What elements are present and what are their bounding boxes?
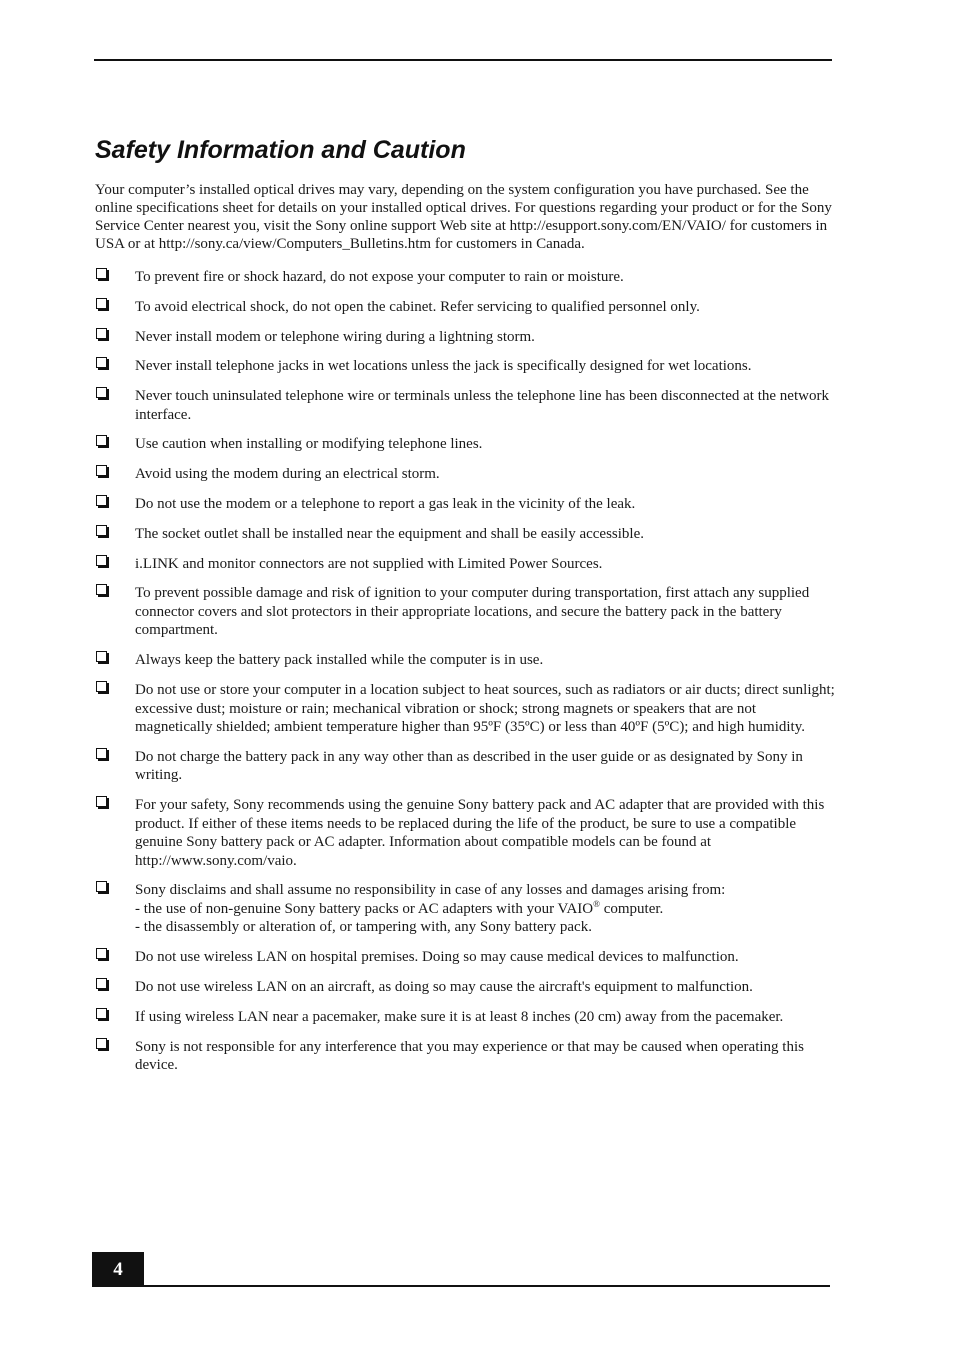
list-item-text: Never touch uninsulated telephone wire or terminals unless the telephone line has been disconnected at the network interface.	[135, 388, 829, 423]
list-item-text: The socket outlet shall be installed near the equipment and shall be easily accessible.	[135, 525, 644, 542]
page-title: Safety Information and Caution	[95, 136, 466, 164]
disclaimer-subline-2: - the disassembly or alteration of, or tampering with, any Sony battery pack.	[135, 919, 592, 936]
list-item	[95, 268, 835, 287]
list-item	[95, 435, 835, 454]
list-item	[95, 681, 835, 737]
checkbox-bullet-icon	[96, 328, 107, 339]
list-item-text: To prevent possible damage and risk of ignition to your computer during transportation, first attach any supplied connector covers and slot protectors in their appropriate locations, and secure the battery pack in the battery compartment.	[135, 585, 810, 639]
disclaimer-sub1-text: - the use of non-genuine Sony battery packs or AC adapters with your VAIO	[135, 900, 594, 917]
checkbox-bullet-icon	[96, 1008, 107, 1019]
list-item	[95, 584, 835, 640]
list-item-text: Do not use the modem or a telephone to report a gas leak in the vicinity of the leak.	[135, 496, 636, 513]
list-item	[95, 357, 835, 376]
list-item-text: i.LINK and monitor connectors are not supplied with Limited Power Sources.	[135, 555, 603, 572]
page-number: 4	[92, 1252, 144, 1287]
list-item-text: Never install telephone jacks in wet locations unless the jack is specifically designed for wet locations.	[135, 358, 752, 375]
list-item-text: To prevent fire or shock hazard, do not expose your computer to rain or moisture.	[135, 269, 624, 285]
checkbox-bullet-icon	[96, 387, 107, 398]
list-item-text: Use caution when installing or modifying telephone lines.	[135, 436, 483, 453]
list-item-text: Sony is not responsible for any interference that you may experience or that may be caused when operating this device.	[135, 1038, 804, 1074]
checkbox-bullet-icon	[96, 1038, 107, 1049]
checkbox-bullet-icon	[96, 748, 107, 759]
checkbox-bullet-icon	[96, 268, 107, 279]
checkbox-bullet-icon	[96, 435, 107, 446]
list-item	[95, 298, 835, 317]
list-item-text: Avoid using the modem during an electrical storm.	[135, 466, 440, 483]
disclaimer-sub1-after: computer.	[599, 900, 664, 917]
list-item	[95, 651, 835, 670]
list-item	[95, 525, 835, 544]
checkbox-bullet-icon	[96, 584, 107, 595]
checkbox-bullet-icon	[96, 881, 107, 892]
disclaimer-text: Sony disclaims and shall assume no responsibility in case of any losses and damages arising from:	[135, 882, 726, 899]
list-item	[95, 495, 835, 514]
list-item-text: If using wireless LAN near a pacemaker, make sure it is at least 8 inches (20 cm) away from the pacemaker.	[135, 1008, 784, 1025]
list-item-text: Do not use wireless LAN on hospital premises. Doing so may cause medical devices to malfunction.	[135, 949, 739, 966]
registered-mark: ®	[593, 898, 600, 909]
list-item	[95, 387, 835, 424]
checkbox-bullet-icon	[96, 681, 107, 692]
checkbox-bullet-icon	[96, 357, 107, 368]
list-item-text: Always keep the battery pack installed while the computer is in use.	[135, 652, 544, 669]
checkbox-bullet-icon	[96, 525, 107, 536]
checkbox-bullet-icon	[96, 796, 107, 807]
list-item-text: Do not use wireless LAN on an aircraft, as doing so may cause the aircraft's equipment to malfunction.	[135, 979, 753, 996]
header-rule	[94, 59, 832, 61]
checkbox-bullet-icon	[96, 298, 107, 309]
checkbox-bullet-icon	[96, 978, 107, 989]
list-item	[95, 796, 835, 870]
list-item	[95, 748, 835, 785]
checkbox-bullet-icon	[96, 495, 107, 506]
list-item	[95, 948, 835, 967]
checkbox-bullet-icon	[96, 651, 107, 662]
list-item	[95, 1038, 835, 1075]
list-item	[95, 328, 835, 347]
list-item	[95, 555, 835, 574]
checkbox-bullet-icon	[96, 465, 107, 476]
list-item-text: Do not use or store your computer in a location subject to heat sources, such as radiators or air ducts; direct sunlight; excessive dust; moisture or rain; mechanical vibration or shock; strong magnets or speakers that are not magnetically shielded; ambient temperature higher than 95ºF (35ºC) or less than 40ºF (5ºC); and high humidity.	[135, 682, 835, 736]
disclaimer-subline-1	[135, 900, 835, 919]
list-item-disclaimer	[95, 881, 835, 937]
list-item	[95, 978, 835, 997]
checkbox-bullet-icon	[96, 948, 107, 959]
list-item-text: Never install modem or telephone wiring during a lightning storm.	[135, 328, 535, 345]
list-item-text: Do not charge the battery pack in any way other than as described in the user guide or as designated by Sony in writing.	[135, 748, 803, 784]
intro-paragraph: Your computer’s installed optical drives may vary, depending on the system configuration you have purchased. See the online specifications sheet for details on your installed optical drives. For questions regarding your product or for the Sony Service Center nearest you, visit the Sony online support Web site at http://esupport.sony.com/EN/VAIO/ for customers in USA or at http://sony.ca/view/Computers_Bulletins.htm for customers in Canada.	[95, 182, 832, 252]
footer-rule	[92, 1285, 830, 1287]
list-item-text: To avoid electrical shock, do not open the cabinet. Refer servicing to qualified personnel only.	[135, 298, 700, 315]
safety-list	[95, 268, 835, 1086]
list-item	[95, 1008, 835, 1027]
list-item	[95, 465, 835, 484]
checkbox-bullet-icon	[96, 555, 107, 566]
list-item-text: For your safety, Sony recommends using the genuine Sony battery pack and AC adapter that are provided with this product. If either of these items needs to be replaced during the life of the product, be sure to use a compatible genuine Sony battery pack or AC adapter. Information about compatible models can be found at http://www.sony.com/vaio.	[135, 797, 825, 869]
